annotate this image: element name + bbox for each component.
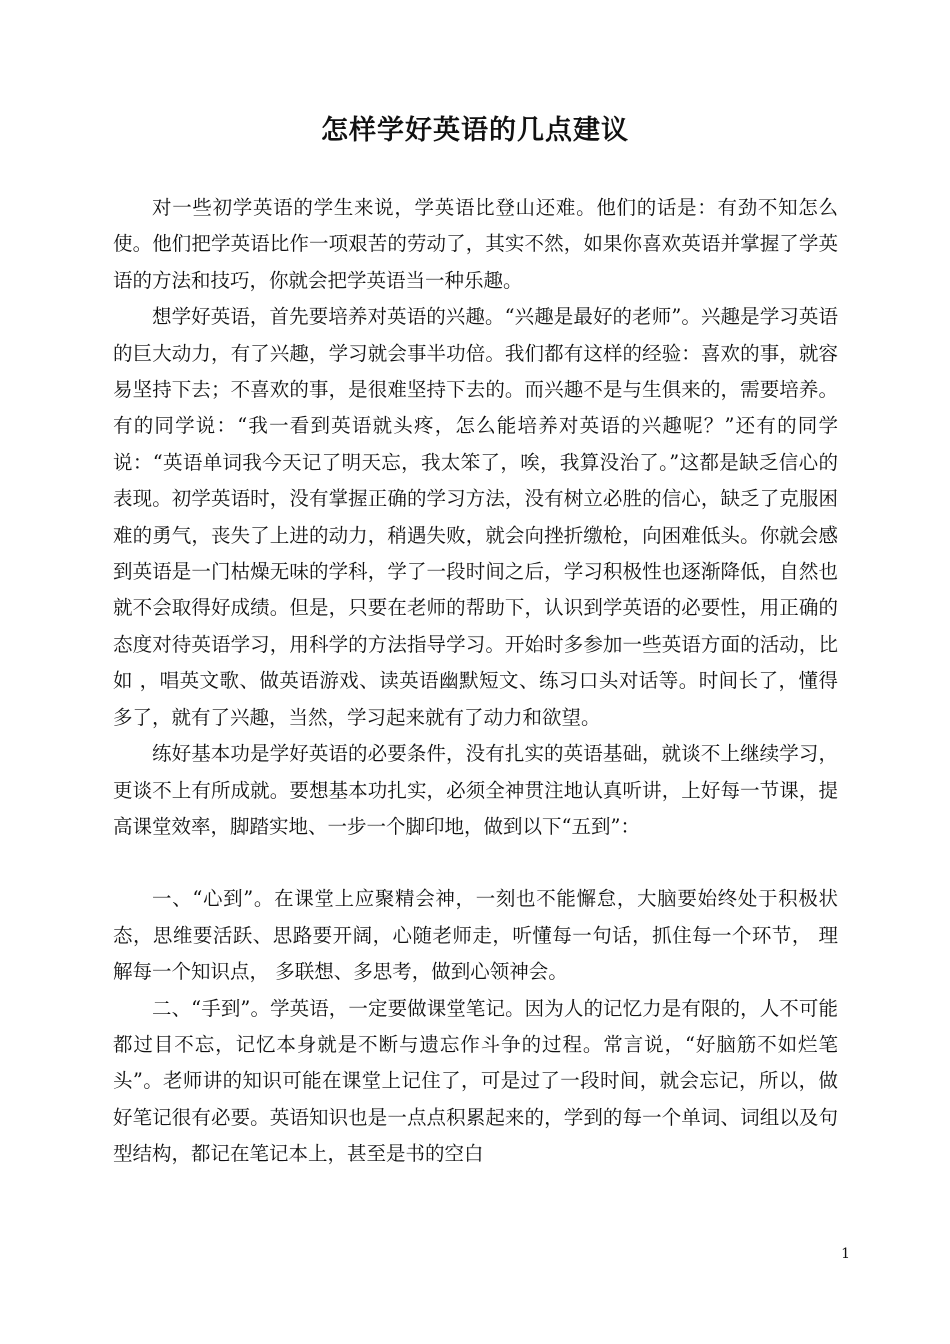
document-body bbox=[113, 190, 838, 1173]
paragraph-hand: 二、“手到”。学英语，一定要做课堂笔记。因为人的记忆力是有限的，人不可能都过目不忘，记忆本身就是不断与遗忘作斗争的过程。常言说，“好脑筋不如烂笔头”。老师讲的知识可能在课堂上记住了，可是过了一段时间，就会忘记，所以，做好笔记很有必要。英语知识也是一点点积累起来的，学到的每一个单词、词组以及句型结构，都记在笔记本上，甚至是书的空白 bbox=[113, 996, 838, 1166]
paragraph-fundamentals: 练好基本功是学好英语的必要条件，没有扎实的英语基础，就谈不上继续学习，更谈不上有所成就。要想基本功扎实，必须全神贯注地认真听讲，上好每一节课，提高课堂效率，脚踏实地、一步一个脚印地，做到以下“五到”： bbox=[113, 742, 838, 838]
document-title: 怎样学好英语的几点建议 bbox=[321, 115, 629, 146]
paragraph-intro: 对一些初学英语的学生来说，学英语比登山还难。他们的话是：有劲不知怎么使。他们把学英语比作一项艰苦的劳动了，其实不然，如果你喜欢英语并掌握了学英语的方法和技巧，你就会把学英语当一种乐趣。 bbox=[113, 196, 838, 292]
paragraph-heart: 一、“心到”。在课堂上应聚精会神，一刻也不能懈怠，大脑要始终处于积极状态，思维要活跃、思路要开阔，心随老师走，听懂每一句话，抓住每一个环节， 理解每一个知识点， 多联想、多思考，做到心领神会。 bbox=[113, 887, 838, 984]
paragraph-interest: 想学好英语，首先要培养对英语的兴趣。“兴趣是最好的老师”。兴趣是学习英语的巨大动力，有了兴趣，学习就会事半功倍。我们都有这样的经验：喜欢的事，就容易坚持下去；不喜欢的事，是很难坚持下去的。而兴趣不是与生俱来的，需要培养。有的同学说：“我一看到英语就头疼，怎么能培养对英语的兴趣呢？”还有的同学说：“英语单词我今天记了明天忘，我太笨了，唉，我算没治了。”这都是缺乏信心的表现。初学英语时，没有掌握正确的学习方法，没有树立必胜的信心，缺乏了克服困难的勇气，丧失了上进的动力，稍遇失败，就会向挫折缴枪，向困难低头。你就会感到英语是一门枯燥无味的学科，学了一段时间之后，学习积极性也逐渐降低，自然也就不会取得好成绩。但是，只要在老师的帮助下，认识到学英语的必要性，用正确的态度对待英语学习，用科学的方法指导学习。开始时多参加一些英语方面的活动，比如 ，唱英文歌、做英语游戏、读英语幽默短文、练习口头对话等。时间长了，懂得多了，就有了兴趣，当然，学习起来就有了动力和欲望。 bbox=[113, 305, 838, 729]
page-number: 1 bbox=[841, 1246, 850, 1262]
